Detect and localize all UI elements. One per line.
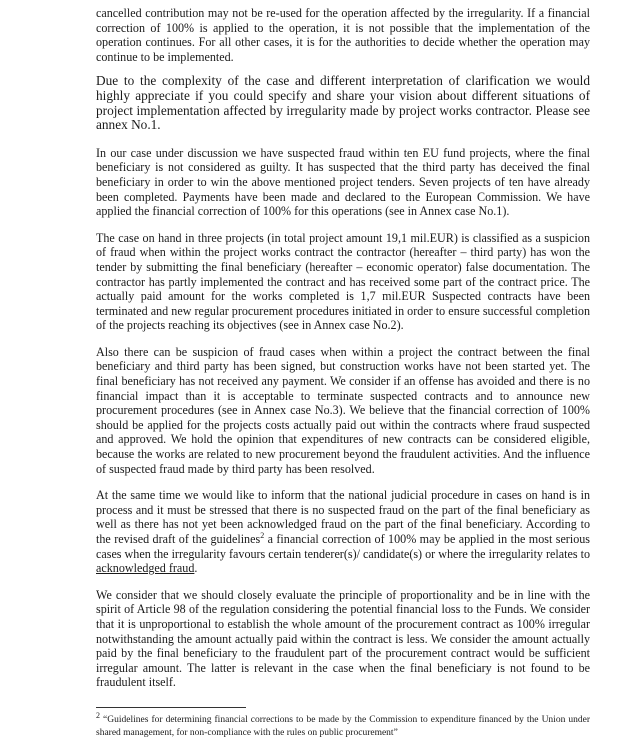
footnote-text: “Guidelines for determining financial corrections to be made by the Commission to expenditure financed by the Union under shared management, for non-compliance with the rules on public procurement” (96, 715, 590, 738)
paragraph-request-vision: Due to the complexity of the case and different interpretation of clarification we would highly appreciate if you could specify and share your vision about different situations of project implementation affected by irregularity made by project works contractor. Please see annex No.1. (96, 73, 590, 133)
paragraph-judicial-procedure (96, 488, 590, 576)
footnote-marker: 2 (96, 710, 100, 720)
paragraph-suspicion-not-started: Also there can be suspicion of fraud cases when within a project the contract between the final beneficiary and third party has been signed, but construction works have not been started yet. The final beneficiary has not received any payment. We consider if an offense has avoided and there is no financial impact than it is acceptable to terminate suspected contracts and to announce new procurement procedures (see in Annex case No.3). We believe that the financial correction of 100% should be applied for the projects costs actually paid out within the contracts where fraud suspected and approved. We hold the opinion that expenditures of new contracts can be considered eligible, because the works are related to new procurement beyond the fraudulent activities. And the influence of suspected fraud made by third party has been resolved. (96, 344, 590, 476)
paragraph-proportionality: We consider that we should closely evaluate the principle of proportionality and be in line with the spirit of Article 98 of the regulation considering the potential financial loss to the Funds. We consider that it is unproportional to establish the whole amount of the procurement contract as 100% irregular notwithstanding the amount actually paid within the contract is less. We consider the amount actually paid by the final beneficiary to the fraudulent part of the procurement contract would be sufficient irregular amount. The latter is relevant in the case when the final beneficiary is not found to be fraudulent itself. (96, 587, 590, 690)
judicial-text-c: . (194, 561, 198, 576)
paragraph-cancelled-contribution: cancelled contribution may not be re-used for the operation affected by the irregularity. If a financial correction of 100% is applied to the operation, it is not possible that the implementation of the operation continues. For all other cases, it is for the authorities to decide whether the operation may continue to be implemented. (96, 6, 590, 64)
judicial-text-b: a financial correction of 100% may be applied in the most serious cases when the irregularity favours certain tenderer(s)/ candidate(s) or where the irregularity relates to (96, 532, 590, 561)
footnote (96, 710, 590, 739)
paragraph-case-three-projects: The case on hand in three projects (in total project amount 19,1 mil.EUR) is classified as a suspicion of fraud when within the project works contract the contractor (hereafter – third party) has won the tender by submitting the final beneficiary (hereafter – economic operator) false documentation. The contractor has partly implemented the contract and has received some part of the contract price. The actually paid amount for the works completed is 1,7 mil.EUR Suspected contracts have been terminated and new regular procurement procedures initiated in order to ensure successful completion of the projects reaching its objectives (see in Annex case No.2). (96, 230, 590, 333)
acknowledged-fraud-underlined: acknowledged fraud (96, 561, 195, 576)
paragraph-case-ten-projects: In our case under discussion we have suspected fraud within ten EU fund projects, where the final beneficiary is not considered as guilty. It has suspected that the third party has deceived the final beneficiary in order to win the above mentioned project tenders. Seven projects of ten have already been completed. Payments have been made and declared to the European Commission. We have applied the financial correction of 100% for this operations (see in Annex case No.1). (96, 145, 590, 219)
judicial-text-a: At the same time we would like to inform that the national judicial procedure in cases on hand is in process and it must be stressed that there is no suspected fraud on the part of the final beneficiary as well as there has not yet been acknowledged fraud on the part of the final beneficiary. According to the revised draft of the guidelines (96, 488, 590, 546)
footnote-separator (96, 707, 246, 708)
footnote-reference: 2 (260, 530, 265, 540)
